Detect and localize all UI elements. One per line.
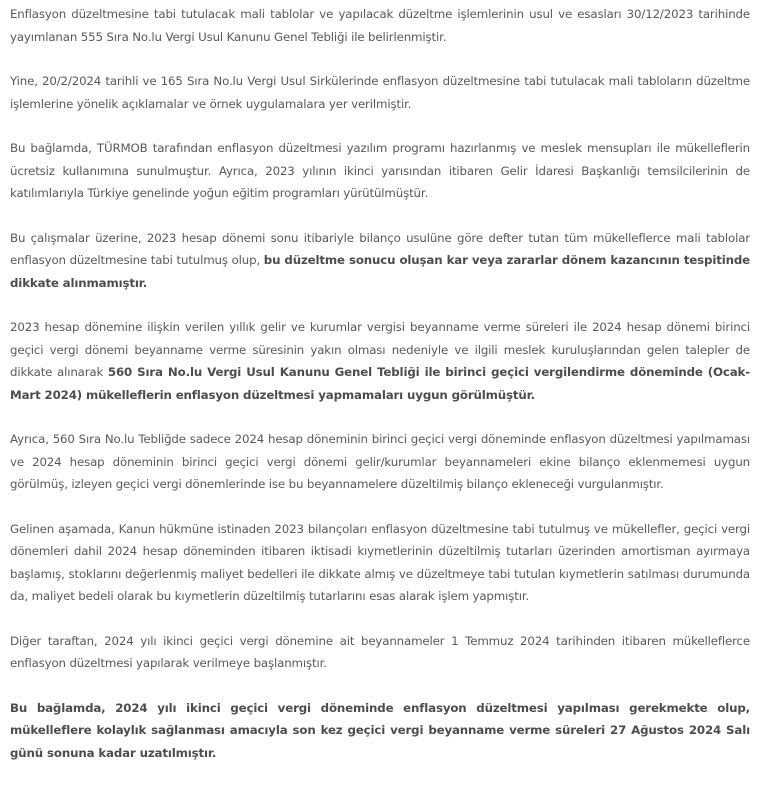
paragraph-1: [10, 3, 750, 48]
paragraph-8: [10, 630, 750, 675]
paragraph-2: [10, 70, 750, 115]
paragraph-3: [10, 137, 750, 205]
paragraph-9-emphasis: Bu bağlamda, 2024 yılı ikinci geçici vergi döneminde enflasyon düzeltmesi yapılması gerekmekte olup, mükelleflere kolaylık sağlanması amacıyla son kez geçici vergi beyanname verme süreleri 27 Ağustos 2024 Salı günü sonuna kadar uzatılmıştır.: [10, 700, 750, 760]
paragraph-3-text: Bu bağlamda, TÜRMOB tarafından enflasyon düzeltmesi yazılım programı hazırlanmış ve meslek mensupları ile mükelleflerin ücretsiz kullanımına sunulmuştur. Ayrıca, 2023 yılının ikinci yarısından itibaren Gelir İdaresi Başkanlığı temsilcilerinin de katılımlarıyla Türkiye genelinde yoğun eğitim programları yürütülmüştür.: [10, 141, 750, 200]
paragraph-2-text: Yine, 20/2/2024 tarihli ve 165 Sıra No.lu Vergi Usul Sirkülerinde enflasyon düzeltmesine tabi tutulacak mali tabloların düzeltme işlemlerine yönelik açıklamalar ve örnek uygulamalara yer verilmiştir.: [10, 74, 750, 111]
paragraph-7: [10, 518, 750, 608]
article-body: [10, 3, 750, 786]
paragraph-6: [10, 428, 750, 496]
paragraph-6-text: Ayrıca, 560 Sıra No.lu Tebliğde sadece 2024 hesap döneminin birinci geçici vergi döneminde enflasyon düzeltmesi yapılmaması ve 2024 hesap döneminin birinci geçici vergi dönemi gelir/kurumlar beyannameleri ekine bilanço eklenmemesi uygun görülmüş, izleyen geçici vergi dönemlerinde ise bu beyannamelere düzeltilmiş bilanço ekleneceği vurgulanmıştır.: [10, 432, 750, 491]
paragraph-4-emphasis: bu düzeltme sonucu oluşan kar veya zararlar dönem kazancının tespitinde dikkate alınmamıştır.: [10, 253, 750, 290]
paragraph-7-text: Gelinen aşamada, Kanun hükmüne istinaden 2023 bilançoları enflasyon düzeltmesine tabi tutulmuş ve mükellefler, geçici vergi dönemleri dahil 2024 hesap döneminden itibaren iktisadi kıymetlerinin düzeltilmiş tutarları üzerinden amortisman ayırmaya başlamış, stoklarını değerlenmiş maliyet bedelleri ile dikkate almış ve düzeltmeye tabi tutulan kıymetlerin satılması durumunda da, maliyet bedeli olarak bu kıymetlerin düzeltilmiş tutarlarını esas alarak işlem yapmıştır.: [10, 521, 750, 603]
paragraph-4-text: Bu çalışmalar üzerine, 2023 hesap dönemi sonu itibariyle bilanço usulüne göre defter tutan tüm mükelleflerce mali tablolar enflasyon düzeltmesine tabi tutulmuş olup,: [10, 230, 750, 267]
paragraph-5: [10, 316, 750, 406]
paragraph-9: [10, 697, 750, 765]
paragraph-4: [10, 227, 750, 295]
paragraph-5-emphasis: 560 Sıra No.lu Vergi Usul Kanunu Genel Tebliği ile birinci geçici vergilendirme döneminde (Ocak-Mart 2024) mükelleflerin enflasyon düzeltmesi yapmamaları uygun görülmüştür.: [10, 365, 750, 402]
paragraph-8-text: Diğer taraftan, 2024 yılı ikinci geçici vergi dönemine ait beyannameler 1 Temmuz 2024 tarihinden itibaren mükelleflerce enflasyon düzeltmesi yapılarak verilmeye başlanmıştır.: [10, 633, 750, 670]
paragraph-5-text: 2023 hesap dönemine ilişkin verilen yıllık gelir ve kurumlar vergisi beyanname verme süreleri ile 2024 hesap dönemi birinci geçici vergi dönemi beyanname verme süresinin yakın olması nedeniyle ve ilgili meslek kuruluşlarından gelen talepler de dikkate alınarak: [10, 320, 750, 379]
paragraph-1-text: Enflasyon düzeltmesine tabi tutulacak mali tablolar ve yapılacak düzeltme işlemlerinin usul ve esasları 30/12/2023 tarihinde yayımlanan 555 Sıra No.lu Vergi Usul Kanunu Genel Tebliği ile belirlenmiştir.: [10, 7, 750, 44]
